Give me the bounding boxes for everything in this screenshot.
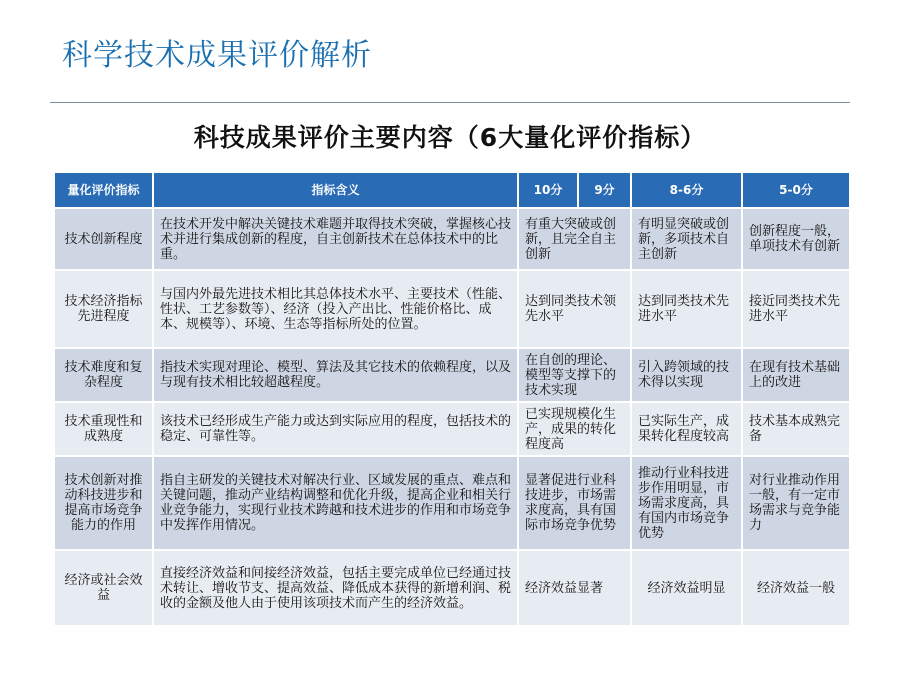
table-row [54,348,850,402]
slide-title: 科学技术成果评价解析 [62,38,372,73]
indicator-cell: 技术难度和复杂程度 [54,348,153,402]
score-low-cell: 经济效益一般 [742,550,850,626]
score-high-cell: 已实现规模化生产，成果的转化程度高 [518,402,631,456]
table-title: 科技成果评价主要内容（6大量化评价指标） [193,123,707,152]
score-low-cell: 在现有技术基础上的改进 [742,348,850,402]
score-high-cell: 达到同类技术领先水平 [518,270,631,348]
meaning-cell: 直接经济效益和间接经济效益，包括主要完成单位已经通过技术转让、增收节支、提高效益、降低成本获得的新增利润、税收的金额及他人由于使用该项技术而产生的经济效益。 [153,550,518,626]
indicator-cell: 技术创新对推动科技进步和提高市场竞争能力的作用 [54,456,153,550]
header-score-5-0: 5-0分 [742,172,850,208]
header-score-10: 10分 [518,172,578,208]
score-low-cell: 技术基本成熟完备 [742,402,850,456]
indicator-cell: 技术创新程度 [54,208,153,270]
score-mid-cell: 已实际生产，成果转化程度较高 [631,402,742,456]
table-row [54,550,850,626]
header-score-9: 9分 [578,172,631,208]
score-mid-cell: 经济效益明显 [631,550,742,626]
indicator-cell: 技术经济指标先进程度 [54,270,153,348]
table-row [54,402,850,456]
meaning-cell: 该技术已经形成生产能力或达到实际应用的程度，包括技术的稳定、可靠性等。 [153,402,518,456]
score-high-cell: 有重大突破或创新，且完全自主创新 [518,208,631,270]
meaning-cell: 在技术开发中解决关键技术难题并取得技术突破，掌握核心技术并进行集成创新的程度，自主创新技术在总体技术中的比重。 [153,208,518,270]
meaning-cell: 指自主研发的关键技术对解决行业、区域发展的重点、难点和关键问题，推动产业结构调整和优化升级，提高企业和相关行业竞争能力，实现行业技术跨越和技术进步的作用和市场竞争中发挥作用情况。 [153,456,518,550]
score-mid-cell: 引入跨领域的技术得以实现 [631,348,742,402]
score-high-cell: 在自创的理论、模型等支撑下的技术实现 [518,348,631,402]
meaning-cell: 与国内外最先进技术相比其总体技术水平、主要技术（性能、性状、工艺参数等）、经济（投入产出比、性能价格比、成本、规模等）、环境、生态等指标所处的位置。 [153,270,518,348]
table-header-row [54,172,850,208]
table-row [54,270,850,348]
indicator-cell: 技术重现性和成熟度 [54,402,153,456]
score-high-cell: 显著促进行业科技进步，市场需求度高，具有国际市场竞争优势 [518,456,631,550]
header-indicator: 量化评价指标 [54,172,153,208]
header-score-8-6: 8-6分 [631,172,742,208]
score-low-cell: 对行业推动作用一般，有一定市场需求与竞争能力 [742,456,850,550]
score-low-cell: 接近同类技术先进水平 [742,270,850,348]
score-mid-cell: 推动行业科技进步作用明显，市场需求度高，具有国内市场竞争优势 [631,456,742,550]
evaluation-table [53,171,851,627]
table-row [54,208,850,270]
score-mid-cell: 达到同类技术先进水平 [631,270,742,348]
meaning-cell: 指技术实现对理论、模型、算法及其它技术的依赖程度，以及与现有技术相比较超越程度。 [153,348,518,402]
table-row [54,456,850,550]
title-divider [50,102,850,103]
score-mid-cell: 有明显突破或创新，多项技术自主创新 [631,208,742,270]
score-high-cell: 经济效益显著 [518,550,631,626]
indicator-cell: 经济或社会效益 [54,550,153,626]
score-low-cell: 创新程度一般，单项技术有创新 [742,208,850,270]
header-meaning: 指标含义 [153,172,518,208]
